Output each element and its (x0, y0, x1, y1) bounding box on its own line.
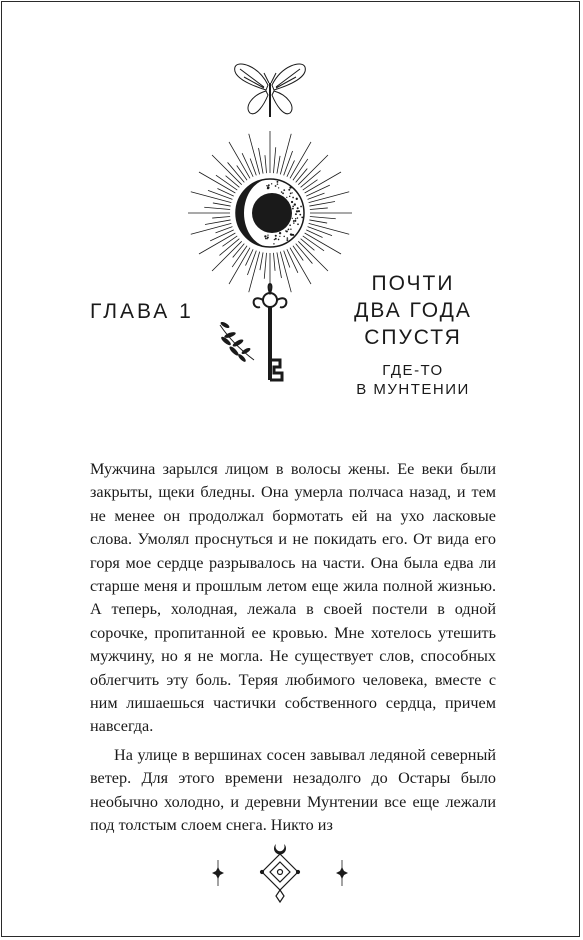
sparkle-star-icon (336, 860, 348, 886)
chapter-emblem (180, 55, 360, 395)
chapter-title-line: ПОЧТИ (371, 272, 455, 295)
paragraph: На улице в вершинах сосен завывал ледяной северный ветер. Для этого времени незадолго до Остары было необычно холодно, и деревни Мунтении все еще лежали под толстым слоем снега. Никто из (90, 745, 496, 835)
crescent-moon-icon (236, 179, 304, 247)
chapter-location (338, 361, 488, 399)
body-text (90, 458, 496, 838)
chapter-title (338, 270, 488, 399)
chapter-title-line: ДВА ГОДА (354, 299, 472, 322)
paragraph: Мужчина зарылся лицом в волосы жены. Ее веки были закрыты, щеки бледны. Она умерла полчаса назад, и тем не менее он продолжал бормотать ей на ухо ласковые слова. Умолял проснуться и не покидать его. От вида его горя мое сердце разрывалось на части. Она была едва ли старше меня и прошлым летом еще жила полной жизнью. А теперь, холодная, лежала в своей постели в одной сорочке, пропитанной ее кровью. Мне хотелось утешить мужчину, но я не могла. Не существует слов, способных облегчить эту боль. Теряя любимого человека, вместе с ним лишаешься частички собственного сердца, причем навсегда. (90, 460, 496, 736)
chapter-number: ГЛАВА 1 (90, 300, 194, 323)
butterfly-icon (235, 64, 306, 117)
footer-ornament (200, 838, 360, 904)
chapter-location-line: В МУНТЕНИИ (356, 381, 470, 398)
fern-leaf-icon (220, 321, 254, 363)
chapter-title-line: СПУСТЯ (364, 326, 462, 349)
chapter-location-line: ГДЕ-ТО (382, 362, 444, 379)
skeleton-key-icon (254, 284, 287, 380)
moon-diamond-icon (261, 844, 300, 902)
sparkle-star-icon (212, 860, 224, 886)
